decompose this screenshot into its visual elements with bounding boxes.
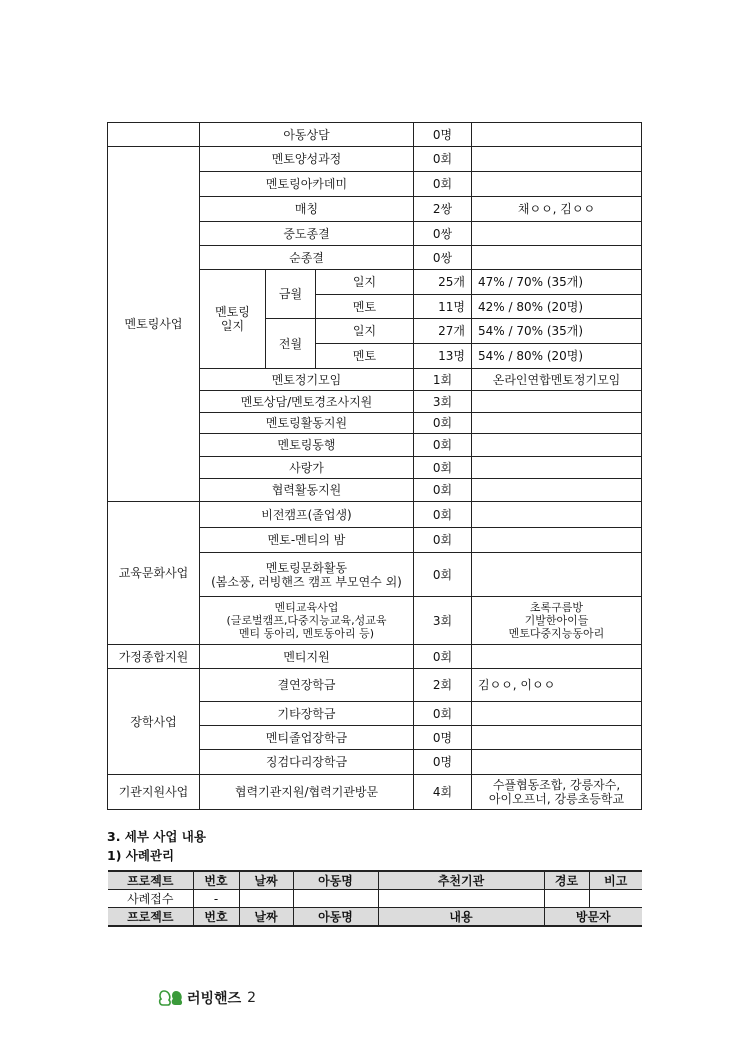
note-cell [472, 147, 642, 172]
count-cell: 0회 [414, 172, 472, 197]
note-cell: 54% / 80% (20명) [472, 344, 642, 369]
count-cell: 0회 [414, 479, 472, 502]
case-management-table [108, 870, 642, 927]
note-cell [472, 222, 642, 246]
note-cell [472, 434, 642, 457]
table-row [108, 669, 642, 702]
header-cell: 방문자 [544, 908, 642, 927]
count-cell: 0회 [414, 457, 472, 479]
item-cell: 멘티지원 [200, 645, 414, 669]
note-cell [472, 726, 642, 750]
count-cell: 0회 [414, 502, 472, 528]
note-cell [472, 391, 642, 413]
note-cell [472, 246, 642, 270]
intake-number-cell: - [193, 890, 239, 908]
note-cell: 김ㅇㅇ, 이ㅇㅇ [472, 669, 642, 702]
count-cell: 0명 [414, 726, 472, 750]
header-cell: 프로젝트 [108, 871, 193, 890]
count-cell: 0회 [414, 147, 472, 172]
note-cell [472, 502, 642, 528]
journal-label-cell: 멘토링 일지 [200, 270, 266, 369]
item-cell: 멘토상담/멘토경조사지원 [200, 391, 414, 413]
item-cell: 순종결 [200, 246, 414, 270]
item-cell: 멘토정기모임 [200, 369, 414, 391]
count-cell: 27개 [414, 319, 472, 344]
item-cell: 협력기관지원/협력기관방문 [200, 775, 414, 810]
category-cell: 멘토링사업 [108, 147, 200, 502]
header-cell: 추천기관 [378, 871, 544, 890]
note-cell [472, 645, 642, 669]
brand-name: 러빙핸즈 [187, 991, 242, 1007]
count-cell: 13명 [414, 344, 472, 369]
item-cell: 멘토링활동지원 [200, 413, 414, 434]
empty-cell [544, 890, 589, 908]
count-cell: 0회 [414, 645, 472, 669]
note-cell [472, 123, 642, 147]
note-cell: 47% / 70% (35개) [472, 270, 642, 295]
header-cell: 날짜 [239, 908, 293, 927]
note-cell: 42% / 80% (20명) [472, 295, 642, 319]
item-cell: 비전캠프(졸업생) [200, 502, 414, 528]
table-row [108, 502, 642, 528]
category-cell-empty [108, 123, 200, 147]
header-cell: 번호 [193, 871, 239, 890]
program-summary-table [107, 122, 642, 810]
table-row [108, 890, 642, 908]
header-cell: 아동명 [293, 871, 378, 890]
count-cell: 3회 [414, 597, 472, 645]
count-cell: 0회 [414, 702, 472, 726]
empty-cell [589, 890, 642, 908]
header-cell: 번호 [193, 908, 239, 927]
header-cell: 아동명 [293, 908, 378, 927]
note-cell: 수플협동조합, 강릉자수, 아이오프너, 강릉초등학교 [472, 775, 642, 810]
item-cell: 멘토양성과정 [200, 147, 414, 172]
note-cell: 온라인연합멘토정기모임 [472, 369, 642, 391]
item-cell: 멘티교육사업 (글로벌캠프,다중지능교육,성교육 멘티 동아리, 멘토동아리 등) [200, 597, 414, 645]
table-row [108, 147, 642, 172]
count-cell: 2회 [414, 669, 472, 702]
item-cell: 결연장학금 [200, 669, 414, 702]
note-cell [472, 172, 642, 197]
count-cell: 0쌍 [414, 222, 472, 246]
count-cell: 0회 [414, 413, 472, 434]
category-cell: 교육문화사업 [108, 502, 200, 645]
item-cell: 아동상담 [200, 123, 414, 147]
hands-logo-icon [158, 988, 184, 1008]
empty-cell [378, 890, 544, 908]
count-cell: 11명 [414, 295, 472, 319]
journal-type-cell: 일지 [316, 270, 414, 295]
empty-cell [293, 890, 378, 908]
journal-type-cell: 일지 [316, 319, 414, 344]
header-cell: 프로젝트 [108, 908, 193, 927]
note-cell [472, 457, 642, 479]
header-cell: 내용 [378, 908, 544, 927]
empty-cell [239, 890, 293, 908]
item-cell: 멘티졸업장학금 [200, 726, 414, 750]
note-cell [472, 528, 642, 553]
item-cell: 사랑가 [200, 457, 414, 479]
count-cell: 25개 [414, 270, 472, 295]
table-header-row [108, 871, 642, 890]
item-cell: 기타장학금 [200, 702, 414, 726]
header-cell: 비고 [589, 871, 642, 890]
item-cell: 중도종결 [200, 222, 414, 246]
count-cell: 0회 [414, 553, 472, 597]
note-cell: 54% / 70% (35개) [472, 319, 642, 344]
note-cell: 초록구름방 기발한아이들 멘토다중지능동아리 [472, 597, 642, 645]
note-cell [472, 413, 642, 434]
note-cell: 채ㅇㅇ, 김ㅇㅇ [472, 197, 642, 222]
note-cell [472, 702, 642, 726]
table-row [108, 775, 642, 810]
count-cell: 0쌍 [414, 246, 472, 270]
count-cell: 0명 [414, 123, 472, 147]
item-cell: 멘토링아카데미 [200, 172, 414, 197]
count-cell: 1회 [414, 369, 472, 391]
table-header-row [108, 908, 642, 927]
intake-label-cell: 사례접수 [108, 890, 193, 908]
page-number: 2 [247, 990, 257, 1006]
count-cell: 2쌍 [414, 197, 472, 222]
month-cell: 전월 [266, 319, 316, 369]
header-cell: 경로 [544, 871, 589, 890]
item-cell: 멘토링문화활동 (봄소풍, 러빙핸즈 캠프 부모연수 외) [200, 553, 414, 597]
table-row [108, 123, 642, 147]
section-title: 3. 세부 사업 내용 [107, 829, 206, 844]
footer-logo [158, 986, 256, 1010]
note-cell [472, 750, 642, 775]
item-cell: 매칭 [200, 197, 414, 222]
category-cell: 가정종합지원 [108, 645, 200, 669]
item-cell: 협력활동지원 [200, 479, 414, 502]
header-cell: 날짜 [239, 871, 293, 890]
count-cell: 0회 [414, 528, 472, 553]
item-cell: 징검다리장학금 [200, 750, 414, 775]
count-cell: 0명 [414, 750, 472, 775]
note-cell [472, 553, 642, 597]
note-cell [472, 479, 642, 502]
count-cell: 4회 [414, 775, 472, 810]
count-cell: 0회 [414, 434, 472, 457]
journal-type-cell: 멘토 [316, 344, 414, 369]
item-cell: 멘토링동행 [200, 434, 414, 457]
table-row [108, 645, 642, 669]
count-cell: 3회 [414, 391, 472, 413]
category-cell: 기관지원사업 [108, 775, 200, 810]
subsection-title: 1) 사례관리 [107, 848, 175, 863]
item-cell: 멘토-멘티의 밤 [200, 528, 414, 553]
journal-type-cell: 멘토 [316, 295, 414, 319]
month-cell: 금월 [266, 270, 316, 319]
category-cell: 장학사업 [108, 669, 200, 775]
